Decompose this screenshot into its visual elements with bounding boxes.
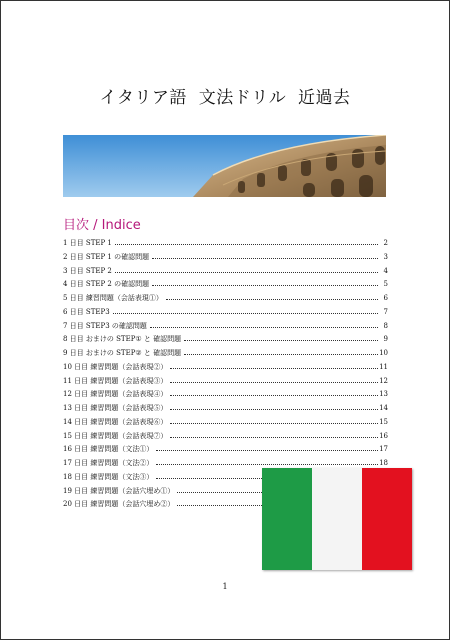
toc-entry-page: 9 xyxy=(383,335,388,344)
toc-entry[interactable] xyxy=(63,402,388,416)
toc-entry-page: 18 xyxy=(379,459,388,467)
toc-entry-page: 2 xyxy=(383,239,388,247)
toc-entry[interactable] xyxy=(63,388,388,402)
toc-entry-label: 6 日目 STEP3 xyxy=(63,307,110,316)
toc-entry-page: 13 xyxy=(379,390,388,399)
toc-entry-page: 14 xyxy=(379,404,388,412)
toc-entry[interactable] xyxy=(63,278,388,292)
toc-leader-dots xyxy=(115,271,378,273)
toc-entry-label: 5 日目 練習問題（会話表現①） xyxy=(63,294,163,302)
toc-leader-dots xyxy=(156,449,378,451)
colosseum-photo-illustration xyxy=(63,135,386,197)
toc-entry[interactable] xyxy=(63,347,388,361)
toc-entry-label: 7 日目 STEP3 の確認問題 xyxy=(63,321,147,330)
toc-entry-label: 14 日目 練習問題（会話表現⑥） xyxy=(63,417,168,426)
toc-entry-label: 16 日目 練習問題（文法①） xyxy=(63,445,154,454)
toc-leader-dots xyxy=(115,243,378,245)
toc-leader-dots xyxy=(170,394,378,396)
toc-entry[interactable] xyxy=(63,237,388,251)
toc-leader-dots xyxy=(152,257,378,259)
toc-entry-label: 1 日目 STEP 1 xyxy=(63,239,112,247)
toc-leader-dots xyxy=(170,422,378,424)
toc-entry-page: 12 xyxy=(379,376,388,385)
toc-entry-label: 8 日目 おまけの STEP① と 確認問題 xyxy=(63,335,182,344)
toc-leader-dots xyxy=(113,312,378,314)
toc-entry[interactable] xyxy=(63,320,388,334)
toc-leader-dots xyxy=(170,381,378,383)
toc-entry[interactable] xyxy=(63,333,388,347)
colosseum-banner-image xyxy=(63,135,386,197)
toc-entry-label: 18 日目 練習問題（文法③） xyxy=(63,472,154,481)
toc-entry-label: 12 日目 練習問題（会話表現④） xyxy=(63,390,168,399)
toc-heading: 目次 / Indice xyxy=(63,218,141,233)
toc-entry[interactable] xyxy=(63,361,388,375)
toc-entry-label: 9 日目 おまけの STEP② と 確認問題 xyxy=(63,349,182,357)
document-title: イタリア語 文法ドリル 近過去 xyxy=(99,88,351,108)
toc-entry-page: 4 xyxy=(383,266,388,275)
italian-flag-image xyxy=(262,468,412,570)
toc-entry[interactable] xyxy=(63,430,388,444)
toc-entry[interactable] xyxy=(63,416,388,430)
toc-leader-dots xyxy=(170,367,378,369)
toc-entry-label: 13 日目 練習問題（会話表現⑤） xyxy=(63,404,168,412)
toc-entry-page: 15 xyxy=(379,417,388,426)
toc-leader-dots xyxy=(152,284,378,286)
flag-white-band xyxy=(312,468,362,570)
toc-entry-page: 7 xyxy=(383,307,388,316)
toc-leader-dots xyxy=(150,326,378,328)
toc-leader-dots xyxy=(170,408,378,410)
toc-entry-page: 11 xyxy=(379,362,388,371)
toc-entry[interactable] xyxy=(63,251,388,265)
toc-entry[interactable] xyxy=(63,443,388,457)
toc-entry-label: 15 日目 練習問題（会話表現⑦） xyxy=(63,431,168,440)
toc-entry-label: 11 日目 練習問題（会話表現③） xyxy=(63,376,168,385)
page-number: 1 xyxy=(222,582,228,591)
toc-entry-label: 10 日目 練習問題（会話表現②） xyxy=(63,362,168,371)
toc-entry-page: 17 xyxy=(379,445,388,454)
toc-entry-label: 2 日目 STEP 1 の確認問題 xyxy=(63,252,150,261)
flag-red-band xyxy=(362,468,412,570)
toc-entry-page: 10 xyxy=(379,349,388,357)
toc-leader-dots xyxy=(184,353,378,355)
toc-leader-dots xyxy=(166,298,378,300)
toc-leader-dots xyxy=(156,463,378,465)
toc-entry-page: 5 xyxy=(383,280,388,289)
toc-entry-page: 8 xyxy=(383,321,388,330)
toc-entry-page: 16 xyxy=(379,431,388,440)
toc-entry-page: 3 xyxy=(383,252,388,261)
toc-entry[interactable] xyxy=(63,265,388,279)
flag-green-band xyxy=(262,468,312,570)
toc-entry-label: 3 日目 STEP 2 xyxy=(63,266,112,275)
toc-entry-page: 6 xyxy=(383,294,388,302)
toc-entry[interactable] xyxy=(63,306,388,320)
toc-entry-label: 20 日目 練習問題（会話穴埋め②） xyxy=(63,500,175,509)
toc-entry-label: 17 日目 練習問題（文法②） xyxy=(63,459,154,467)
toc-entry-label: 4 日目 STEP 2 の確認問題 xyxy=(63,280,150,289)
toc-entry[interactable] xyxy=(63,375,388,389)
toc-entry-label: 19 日目 練習問題（会話穴埋め①） xyxy=(63,486,175,495)
toc-leader-dots xyxy=(184,339,378,341)
toc-entry[interactable] xyxy=(63,292,388,306)
toc-leader-dots xyxy=(170,436,378,438)
